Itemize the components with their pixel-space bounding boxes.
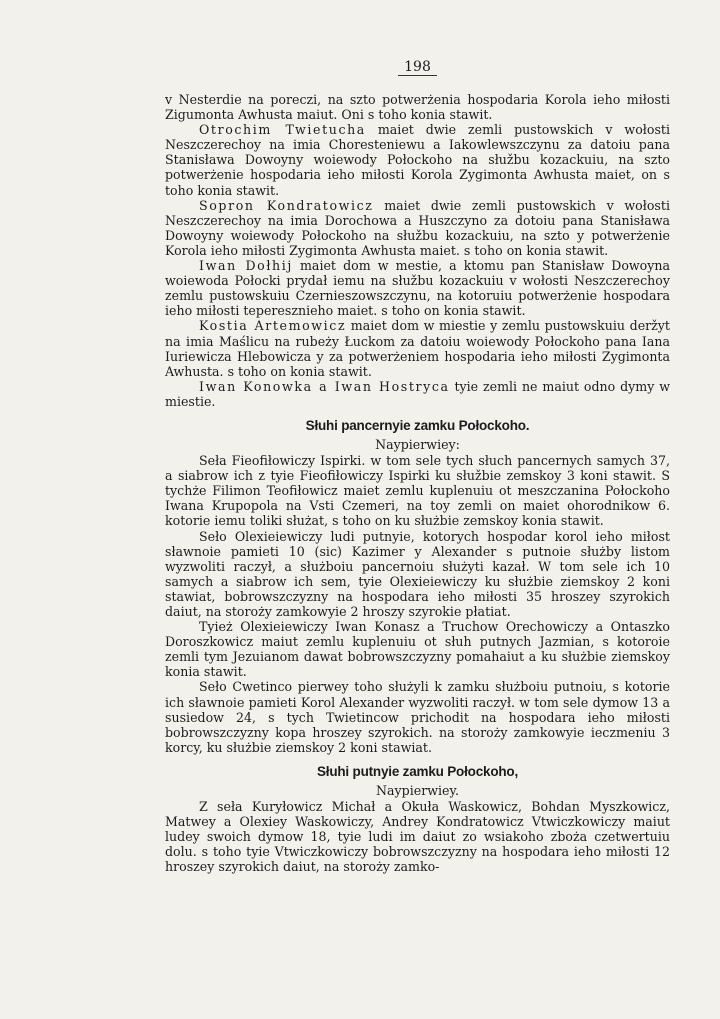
page-body (165, 58, 670, 875)
paragraph: v Nesterdie na poreczi, na szto potwerżenia hospodaria Korola ieho miłosti Zigumonta Awhusta maiut. Oni s toho konia stawit. (165, 92, 670, 123)
entry-text: maiet dwie zemli pustowskich v wołosti Neszczerechoy na imia Dorochowa a Huszczyno za dotoiu pana Stanisława Dowoyny woiewody Połockoho na słužbu kozackuiu, na szto y potwerżenie Korola ieho miłosti Zygimonta Awhusta maiet. s toho on konia stawit. (165, 197, 670, 258)
entry-text: tyie zemli ne maiut odno dymy w miestie. (165, 378, 670, 409)
entry-paragraph (165, 198, 670, 258)
entry-paragraph (165, 258, 670, 318)
section-heading: Słuhi pancernyie zamku Połockoho. (305, 417, 530, 433)
entry-text: maiet dom w mestie, a ktomu pan Stanisław Dowoyna woiewoda Połocki prydał iemu na słužbu kozackuiu v wołosti Neszczerechoy zemlu pustowskuiu Czernieszowszczynu, na kotoruiu potwerżenie hospodara ieho miłosti tepereszniehо maiet. s toho on konia stawit. (165, 258, 670, 319)
paragraph: Tyież Olexieiewiczy Iwan Konasz a Truchow Orechowiczy a Ontaszko Doroszkowicz maiut zemlu kuplenuiu ot słuh putnych Jazmian, s kotoroie zemli tym Jezuianom dawat bobrowszczyzny pomahaiut a ku służbie ziemskoy konia stawit. (165, 619, 670, 680)
page-number: 198 (165, 58, 670, 76)
section-subheading: Naypierwiey. (376, 782, 459, 798)
paragraph: Seło Olexieiewiczy ludi putnyie, kotorych hospodar korol ieho miłost sławnoie pamieti 10 (sic) Kazimer y Alexander s putnoie służby listom wyzwoliti raczył, a służboiu pancernoiu służyti kazał. W tom sele ich 10 samych a siabrow ich sem, tyie Olexieiewiczy ku służbie ziemskoy 2 koni stawiat, bobrowszczyzny na hospodara ieho miłosti 35 hroszey szyrokich daiut, na storoży zamkowyie 2 hroszy szyrokie płatiat. (165, 528, 670, 619)
entry-paragraph (165, 379, 670, 409)
entry-paragraph (165, 318, 670, 378)
person-name: Iwan Konowka a Iwan Hostryca (199, 378, 450, 394)
section-heading: Słuhi putnyie zamku Połockoho, (316, 763, 519, 779)
entry-text: maiet dom w miestie y zemlu pustowskuiu deržyt na imia Maślicu na rubeży Łuckom za datoiu woiewody Połockoho pana Iana Iuriewicza Hlebowicza y za potwerżeniem hospodaria ieho miłosti Zygimonta Awhusta. s toho on konia stawit. (165, 318, 670, 379)
person-name: Otrochim Twietucha (199, 122, 366, 138)
section-subheading: Naypierwiey: (375, 436, 460, 452)
person-name: Iwan Dołhij (199, 258, 293, 274)
entry-paragraph (165, 122, 670, 197)
person-name: Sopron Kondratowicz (199, 197, 374, 213)
paragraph: Z seła Kuryłowicz Michał a Okuła Waskowicz, Bohdan Myszkowicz, Matwey a Olexiey Waskowiczy, Andrey Kondratowicz Vtwiczkowiczy maiut ludey swoich dymow 18, tyie ludi im daiut zo wsiakoho zboża czetwertuiu dolu. s toho tyie Vtwiczkowiczy bobrowszczyzny na hospodara ieho miłosti 12 hroszey szyrokich daiut, na storoży zamko- (165, 799, 670, 875)
entry-text: maiet dwie zemli pustowskich v wołosti Neszczerechoy na imia Choresteniewu a Iakowlewszczynu za datoiu pana Stanisława Dowoyny woiewody Połockoho na słužbu kozackuiu, na szto potwerżenie hospodaria ieho miłosti Korola Zygimonta Awhusta maiet, on s toho konia stawit. (165, 122, 670, 198)
paragraph: Seło Cwetinco pierwey toho służyli k zamku służboiu putnoiu, s kotorie ich sławnoie pamieti Korol Alexander wyzwoliti raczył. w tom sele dymow 13 a susiedow 24, s tych Twietincow prichodit na hospodara ieho miłosti bobrowszczyzny kopa hroszey szyrokich. na storoży zamkowyie ieczmeniu 3 korcy, ku służbie ziemskoy 2 koni stawiat. (165, 679, 670, 755)
paragraph: Seła Fieofiłowiczy Ispirki. w tom sele tych słuch pancernych samych 37, a siabrow ich z tyie Fieofiłowiczy Ispirki ku słužbie zemskoy 3 koni stawit. S tychże Filimon Teofiłowicz maiet zemlu kuplenuiu ot meszczanina Połockoho Iwana Krupopola na Vsti Czemeri, na toy zemli on maiet ohorodnikow 6. kotorie iemu toliki służat, s toho on ku służbie zemskoy konia stawit. (165, 453, 670, 529)
person-name: Kostia Artemowicz (199, 318, 347, 334)
